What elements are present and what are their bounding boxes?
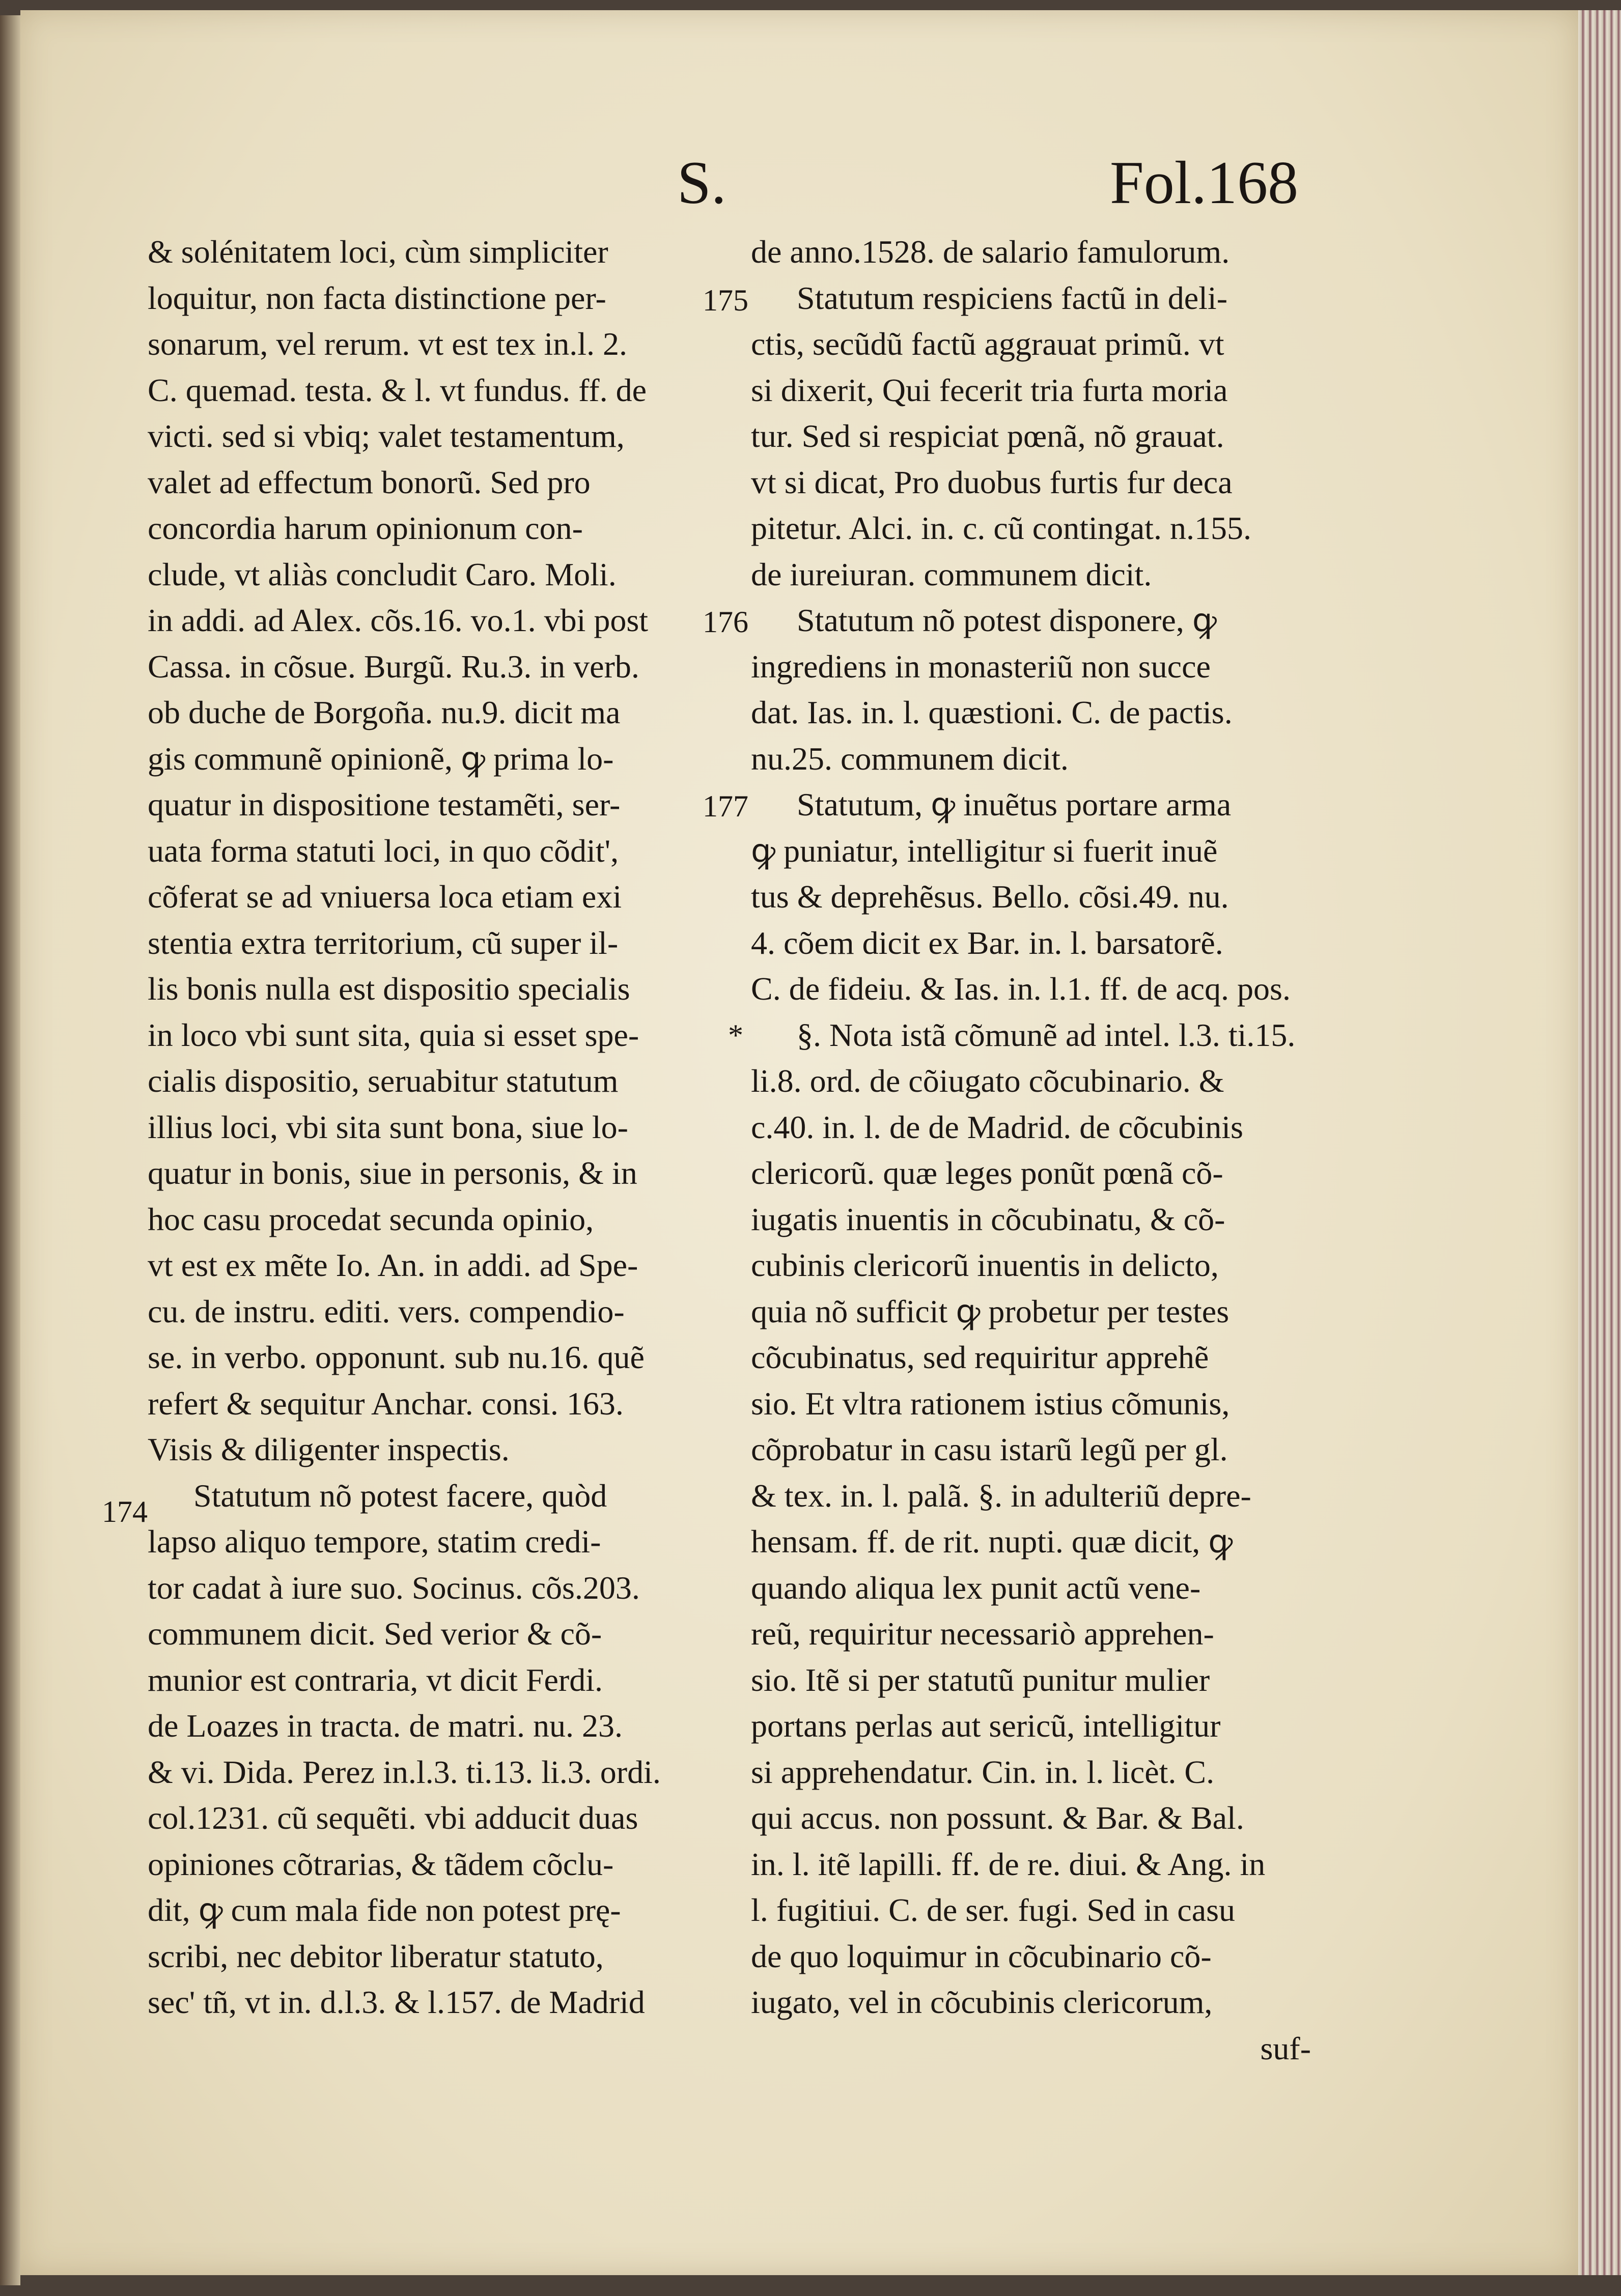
text-line: valet ad effectum bonorũ. Sed pro xyxy=(148,464,591,500)
text-line: l. fugitiui. C. de ser. fugi. Sed in casu xyxy=(751,1892,1235,1928)
text-line: clude, vt aliàs concludit Caro. Moli. xyxy=(148,556,617,592)
text-line: c.40. in. l. de de Madrid. de cõcubinis xyxy=(751,1109,1243,1145)
text-line: de anno.1528. de salario famulorum. xyxy=(751,234,1230,270)
text-line: cu. de instru. editi. vers. compendio- xyxy=(148,1293,625,1329)
text-line: dat. Ias. in. l. quæstioni. C. de pactis. xyxy=(751,694,1233,730)
text-line: dit, ꝙ cum mala fide non potest prę- xyxy=(148,1892,621,1928)
text-line: Statutum nõ potest disponere, ꝙ xyxy=(797,602,1217,638)
margin-number-176: 176 xyxy=(703,605,748,639)
text-line: sonarum, vel rerum. vt est tex in.l. 2. xyxy=(148,326,628,362)
text-line: sec' tñ, vt in. d.l.3. & l.157. de Madrid xyxy=(148,1984,645,2020)
text-line: li.8. ord. de cõiugato cõcubinario. & xyxy=(751,1063,1224,1099)
text-line: communem dicit. Sed verior & cõ- xyxy=(148,1615,602,1652)
text-line: C. quemad. testa. & l. vt fundus. ff. de xyxy=(148,372,647,408)
text-line: concordia harum opinionum con- xyxy=(148,510,583,546)
text-line: pitetur. Alci. in. c. cũ contingat. n.155. xyxy=(751,510,1251,546)
text-line: C. de fideiu. & Ias. in. l.1. ff. de acq. pos. xyxy=(751,971,1291,1007)
text-line: tur. Sed si respiciat pœnã, nõ grauat. xyxy=(751,418,1224,454)
text-line: ꝙ puniatur, intelligitur si fuerit inuẽ xyxy=(751,832,1218,869)
text-line: & tex. in. l. palã. §. in adulteriũ depre- xyxy=(751,1477,1251,1514)
text-line: clericorũ. quæ leges ponũt pœnã cõ- xyxy=(751,1155,1223,1191)
text-line: vt est ex mẽte Io. An. in addi. ad Spe- xyxy=(148,1247,638,1283)
text-line: Statutum nõ potest facere, quòd xyxy=(193,1477,607,1514)
text-line: ob duche de Borgoña. nu.9. dicit ma xyxy=(148,694,621,730)
text-line: nu.25. communem dicit. xyxy=(751,740,1069,777)
text-line: illius loci, vbi sita sunt bona, siue lo- xyxy=(148,1109,628,1145)
text-line: sio. Et vltra rationem istius cõmunis, xyxy=(751,1385,1230,1422)
text-line: lis bonis nulla est dispositio specialis xyxy=(148,971,630,1007)
text-line: refert & sequitur Anchar. consi. 163. xyxy=(148,1385,624,1422)
text-line: quando aliqua lex punit actũ vene- xyxy=(751,1569,1201,1606)
text-line: qui accus. non possunt. & Bar. & Bal. xyxy=(751,1800,1244,1836)
right-column xyxy=(751,229,1311,2072)
text-line: hensam. ff. de rit. nupti. quæ dicit, ꝙ xyxy=(751,1523,1233,1560)
text-line: quatur in dispositione testamẽti, ser- xyxy=(148,786,621,823)
text-line: Cassa. in cõsue. Burgũ. Ru.3. in verb. xyxy=(148,648,639,685)
text-line: cõprobatur in casu istarũ legũ per gl. xyxy=(751,1431,1228,1467)
text-line: uata forma statuti loci, in quo cõdit', xyxy=(148,832,619,869)
text-line: in addi. ad Alex. cõs.16. vo.1. vbi post xyxy=(148,602,649,638)
text-line: iugato, vel in cõcubinis clericorum, xyxy=(751,1984,1213,2020)
margin-number-174: 174 xyxy=(102,1495,148,1528)
text-line: §. Nota istã cõmunẽ ad intel. l.3. ti.15. xyxy=(797,1016,1296,1053)
text-line: & solénitatem loci, cùm simpliciter xyxy=(148,234,608,270)
text-line: lapso aliquo tempore, statim credi- xyxy=(148,1523,601,1560)
text-line: vt si dicat, Pro duobus furtis fur deca xyxy=(751,464,1233,500)
text-line: col.1231. cũ sequẽti. vbi adducit duas xyxy=(148,1800,638,1836)
text-line: cõcubinatus, sed requiritur apprehẽ xyxy=(751,1339,1209,1375)
text-line: 4. cõem dicit ex Bar. in. l. barsatorẽ. xyxy=(751,924,1223,961)
text-line: munior est contraria, vt dicit Ferdi. xyxy=(148,1661,603,1698)
page-block-edge xyxy=(1578,10,1621,2275)
text-line: sio. Itẽ si per statutũ punitur mulier xyxy=(751,1661,1210,1698)
text-line: de iureiuran. communem dicit. xyxy=(751,556,1152,592)
text-line: Visis & diligenter inspectis. xyxy=(148,1431,510,1467)
text-line: scribi, nec debitor liberatur statuto, xyxy=(148,1938,604,1974)
left-column xyxy=(148,229,708,2026)
text-line: suf- xyxy=(1260,2030,1311,2066)
signature-mark: S. xyxy=(677,149,726,216)
text-line: cõferat se ad vniuersa loca etiam exi xyxy=(148,878,622,915)
text-line: cubinis clericorũ inuentis in delicto, xyxy=(751,1247,1219,1283)
text-line: & vi. Dida. Perez in.l.3. ti.13. li.3. ordi. xyxy=(148,1753,661,1790)
text-line: si apprehendatur. Cin. in. l. licèt. C. xyxy=(751,1753,1215,1790)
text-line: victi. sed si vbiq; valet testamentum, xyxy=(148,418,625,454)
text-line: iugatis inuentis in cõcubinatu, & cõ- xyxy=(751,1201,1225,1237)
margin-asterisk: * xyxy=(728,1018,743,1052)
text-line: cialis dispositio, seruabitur statutum xyxy=(148,1063,619,1099)
text-line: gis communẽ opinionẽ, ꝙ prima lo- xyxy=(148,740,614,777)
previous-page-edge xyxy=(0,15,20,2285)
text-line: Statutum respiciens factũ in deli- xyxy=(797,279,1227,316)
margin-number-177: 177 xyxy=(703,789,748,823)
text-line: tus & deprehẽsus. Bello. cõsi.49. nu. xyxy=(751,878,1229,915)
text-line: reũ, requiritur necessariò apprehen- xyxy=(751,1615,1214,1652)
text-line: tor cadat à iure suo. Socinus. cõs.203. xyxy=(148,1569,640,1606)
text-line: de quo loquimur in cõcubinario cõ- xyxy=(751,1938,1212,1974)
text-line: quia nõ sufficit ꝙ probetur per testes xyxy=(751,1293,1229,1329)
text-line: in loco vbi sunt sita, quia si esset spe- xyxy=(148,1016,639,1053)
text-line: se. in verbo. opponunt. sub nu.16. quẽ xyxy=(148,1339,645,1375)
text-line: ctis, secũdũ factũ aggrauat primũ. vt xyxy=(751,326,1224,362)
text-line: si dixerit, Qui fecerit tria furta moria xyxy=(751,372,1228,408)
text-line: stentia extra territorium, cũ super il- xyxy=(148,924,619,961)
text-line: hoc casu procedat secunda opinio, xyxy=(148,1201,594,1237)
text-line: quatur in bonis, siue in personis, & in xyxy=(148,1155,637,1191)
text-line: de Loazes in tracta. de matri. nu. 23. xyxy=(148,1708,623,1744)
text-line: portans perlas aut sericũ, intelligitur xyxy=(751,1708,1221,1744)
folio-number: Fol.168 xyxy=(1110,149,1299,216)
text-line: ingrediens in monasteriũ non succe xyxy=(751,648,1211,685)
text-line: opiniones cõtrarias, & tãdem cõclu- xyxy=(148,1846,614,1882)
text-line: loquitur, non facta distinctione per- xyxy=(148,279,606,316)
margin-number-175: 175 xyxy=(703,284,748,317)
text-line: in. l. itẽ lapilli. ff. de re. diui. & Ang. in xyxy=(751,1846,1266,1882)
text-line: Statutum, ꝙ inuẽtus portare arma xyxy=(797,786,1232,823)
